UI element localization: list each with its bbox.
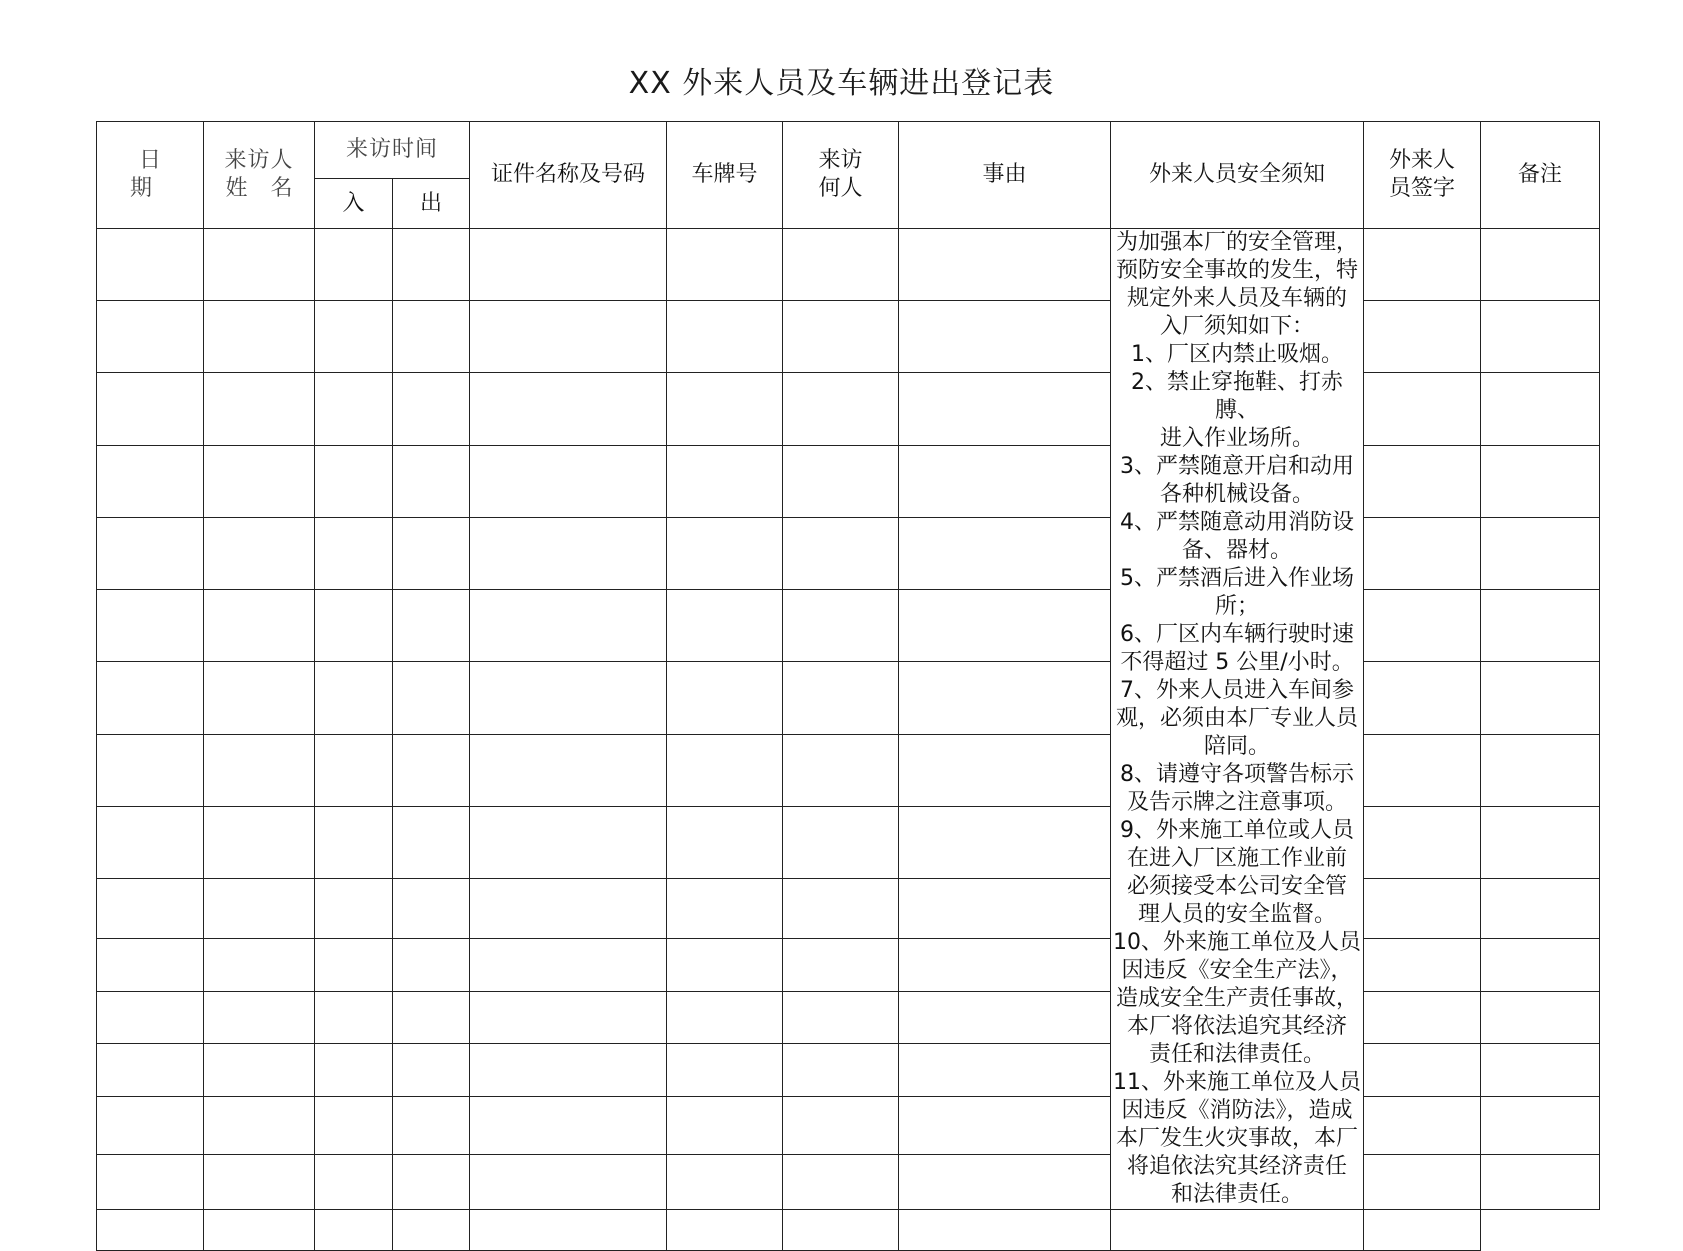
cell-reason[interactable]	[899, 373, 1111, 445]
cell-signature[interactable]	[1364, 734, 1481, 806]
cell-time-in[interactable]	[315, 373, 393, 445]
cell-time-in[interactable]	[315, 1043, 393, 1096]
table-row	[97, 938, 1600, 991]
cell-date[interactable]	[97, 1043, 204, 1096]
notice-line: 7、外来人员进入车间参	[1120, 678, 1355, 703]
cell-signature[interactable]	[1364, 229, 1481, 301]
cell-plate-number[interactable]	[667, 662, 783, 734]
cell-reason[interactable]	[899, 806, 1111, 878]
cell-time-out[interactable]	[393, 938, 470, 991]
cell-signature[interactable]	[1364, 373, 1481, 445]
table-row	[97, 734, 1600, 806]
cell-time-out[interactable]	[393, 879, 470, 939]
cell-remarks[interactable]	[1481, 806, 1600, 878]
cell-visitor-name[interactable]	[204, 1210, 315, 1251]
cell-plate-number[interactable]	[667, 1097, 783, 1155]
cell-reason[interactable]	[899, 938, 1111, 991]
notice-line: 5、严禁酒后进入作业场	[1120, 566, 1355, 591]
cell-remarks[interactable]	[1481, 229, 1600, 301]
notice-line: 和法律责任。	[1171, 1182, 1304, 1207]
notice-line: 不得超过 5 公里/小时。	[1120, 650, 1354, 675]
notice-line: 9、外来施工单位或人员	[1120, 818, 1355, 843]
cell-visitor-name[interactable]	[204, 662, 315, 734]
cell-time-out[interactable]	[393, 662, 470, 734]
cell-date[interactable]	[97, 373, 204, 445]
cell-reason[interactable]	[899, 590, 1111, 662]
cell-visitor-name[interactable]	[204, 445, 315, 517]
notice-line: 因违反《消防法》，造成	[1121, 1098, 1353, 1123]
notice-line: 进入作业场所。	[1160, 426, 1315, 451]
cell-plate-number[interactable]	[667, 517, 783, 589]
cell-time-in[interactable]	[315, 991, 393, 1043]
table-row	[97, 662, 1600, 734]
cell-host[interactable]	[783, 734, 899, 806]
notice-line: 及告示牌之注意事项。	[1127, 790, 1348, 815]
cell-plate-number[interactable]	[667, 734, 783, 806]
cell-host[interactable]	[783, 1097, 899, 1155]
cell-time-out[interactable]	[393, 373, 470, 445]
notice-line: 为加强本厂的安全管理，	[1116, 230, 1359, 255]
cell-id-document[interactable]	[470, 445, 667, 517]
cell-plate-number[interactable]	[667, 879, 783, 939]
cell-host[interactable]	[783, 938, 899, 991]
cell-reason[interactable]	[899, 1210, 1111, 1251]
cell-time-in[interactable]	[315, 517, 393, 589]
notice-line: 陪同。	[1204, 734, 1271, 759]
cell-visitor-name[interactable]	[204, 734, 315, 806]
notice-line: 4、严禁随意动用消防设	[1120, 510, 1355, 535]
table-row	[97, 590, 1600, 662]
cell-reason[interactable]	[899, 229, 1111, 301]
cell-host[interactable]	[783, 373, 899, 445]
notice-line: 理人员的安全监督。	[1138, 902, 1337, 927]
cell-reason[interactable]	[899, 1097, 1111, 1155]
cell-reason[interactable]	[899, 879, 1111, 939]
cell-reason[interactable]	[899, 445, 1111, 517]
cell-time-out[interactable]	[393, 1043, 470, 1096]
cell-plate-number[interactable]	[667, 806, 783, 878]
cell-host[interactable]	[783, 445, 899, 517]
cell-time-out[interactable]	[393, 806, 470, 878]
cell-id-document[interactable]	[470, 938, 667, 991]
cell-time-out[interactable]	[393, 445, 470, 517]
cell-remarks[interactable]	[1481, 662, 1600, 734]
cell-id-document[interactable]	[470, 1043, 667, 1096]
cell-visitor-name[interactable]	[204, 879, 315, 939]
notice-line: 所；	[1215, 594, 1260, 619]
cell-plate-number[interactable]	[667, 938, 783, 991]
header-signature-line2: 员签字	[1389, 176, 1456, 201]
cell-date[interactable]	[97, 590, 204, 662]
notice-line: 在进入厂区施工作业前	[1127, 846, 1348, 871]
notice-line: 入厂须知如下：	[1160, 314, 1315, 339]
cell-signature[interactable]	[1364, 1097, 1481, 1155]
cell-signature[interactable]	[1111, 1210, 1364, 1251]
form-title: XX 外来人员及车辆进出登记表	[628, 66, 1055, 101]
cell-date[interactable]	[97, 938, 204, 991]
cell-id-document[interactable]	[470, 590, 667, 662]
table-row	[97, 1155, 1600, 1210]
cell-host[interactable]	[783, 1043, 899, 1096]
cell-host[interactable]	[783, 806, 899, 878]
cell-signature[interactable]	[1364, 938, 1481, 991]
cell-host[interactable]	[783, 1155, 899, 1210]
cell-time-in[interactable]	[315, 301, 393, 373]
notice-line: 2、禁止穿拖鞋、打赤膊、	[1131, 370, 1344, 423]
header-remarks: 备注	[1481, 122, 1600, 229]
cell-time-in[interactable]	[315, 229, 393, 301]
cell-plate-number[interactable]	[667, 445, 783, 517]
header-date	[97, 122, 204, 229]
cell-date[interactable]	[97, 301, 204, 373]
cell-signature[interactable]	[1364, 1043, 1481, 1096]
header-visitor-name-line2: 姓 名	[225, 176, 301, 201]
table-row	[97, 445, 1600, 517]
cell-signature[interactable]	[1364, 517, 1481, 589]
cell-reason[interactable]	[899, 517, 1111, 589]
cell-date[interactable]	[97, 445, 204, 517]
cell-visitor-name[interactable]	[204, 301, 315, 373]
cell-signature[interactable]	[1364, 301, 1481, 373]
header-plate-number: 车牌号	[667, 122, 783, 229]
cell-time-in[interactable]	[315, 1210, 393, 1251]
visitor-register-table	[96, 121, 1600, 1251]
cell-reason[interactable]	[899, 301, 1111, 373]
notice-line: 将追依法究其经济责任	[1127, 1154, 1348, 1179]
notice-line: 3、严禁随意开启和动用	[1120, 454, 1355, 479]
cell-time-in[interactable]	[315, 1097, 393, 1155]
notice-line: 必须接受本公司安全管	[1127, 874, 1348, 899]
cell-plate-number[interactable]	[667, 373, 783, 445]
cell-date[interactable]	[97, 1097, 204, 1155]
cell-date[interactable]	[97, 991, 204, 1043]
table-row	[97, 1097, 1600, 1155]
cell-signature[interactable]	[1364, 445, 1481, 517]
table-row	[97, 1043, 1600, 1096]
cell-plate-number[interactable]	[667, 1155, 783, 1210]
cell-remarks[interactable]	[1481, 938, 1600, 991]
notice-line: 规定外来人员及车辆的	[1127, 286, 1348, 311]
cell-host[interactable]	[783, 301, 899, 373]
cell-visitor-name[interactable]	[204, 1043, 315, 1096]
cell-signature[interactable]	[1364, 991, 1481, 1043]
cell-id-document[interactable]	[470, 1155, 667, 1210]
cell-time-out[interactable]	[393, 301, 470, 373]
cell-remarks[interactable]	[1481, 1155, 1600, 1210]
cell-remarks[interactable]	[1364, 1210, 1481, 1251]
cell-time-out[interactable]	[393, 229, 470, 301]
cell-time-out[interactable]	[393, 1210, 470, 1251]
cell-id-document[interactable]	[470, 1097, 667, 1155]
notice-line: 8、请遵守各项警告标示	[1120, 762, 1355, 787]
header-visitor-name	[204, 122, 315, 229]
table-row	[97, 517, 1600, 589]
cell-remarks[interactable]	[1481, 590, 1600, 662]
header-signature-line1: 外来人	[1389, 148, 1456, 173]
cell-time-in[interactable]	[315, 879, 393, 939]
cell-plate-number[interactable]	[667, 590, 783, 662]
table-row	[97, 373, 1600, 445]
cell-id-document[interactable]	[470, 991, 667, 1043]
cell-id-document[interactable]	[470, 806, 667, 878]
notice-line: 本厂发生火灾事故，本厂	[1116, 1126, 1359, 1151]
cell-visitor-name[interactable]	[204, 806, 315, 878]
cell-reason[interactable]	[899, 734, 1111, 806]
cell-time-out[interactable]	[393, 734, 470, 806]
cell-host[interactable]	[783, 1210, 899, 1251]
cell-remarks[interactable]	[1481, 301, 1600, 373]
notice-line: 6、厂区内车辆行驶时速	[1120, 622, 1355, 647]
cell-id-document[interactable]	[470, 879, 667, 939]
cell-time-out[interactable]	[393, 991, 470, 1043]
safety-notice-text	[1111, 229, 1364, 1210]
cell-id-document[interactable]	[470, 229, 667, 301]
header-visit-time: 来访时间	[315, 122, 470, 179]
header-time-out: 出	[393, 179, 470, 229]
cell-visitor-name[interactable]	[204, 590, 315, 662]
cell-plate-number[interactable]	[667, 1043, 783, 1096]
cell-time-out[interactable]	[393, 590, 470, 662]
cell-remarks[interactable]	[1481, 991, 1600, 1043]
cell-visitor-name[interactable]	[204, 1097, 315, 1155]
header-host	[783, 122, 899, 229]
cell-host[interactable]	[783, 590, 899, 662]
cell-plate-number[interactable]	[667, 301, 783, 373]
cell-reason[interactable]	[899, 1043, 1111, 1096]
notice-line: 责任和法律责任。	[1149, 1042, 1326, 1067]
notice-line: 观，必须由本厂专业人员	[1116, 706, 1359, 731]
cell-time-out[interactable]	[393, 517, 470, 589]
cell-time-in[interactable]	[315, 938, 393, 991]
cell-visitor-name[interactable]	[204, 991, 315, 1043]
cell-remarks[interactable]	[1481, 517, 1600, 589]
notice-line: 备、器材。	[1182, 538, 1293, 563]
cell-time-in[interactable]	[315, 734, 393, 806]
cell-host[interactable]	[783, 229, 899, 301]
header-reason: 事由	[899, 122, 1111, 229]
cell-signature[interactable]	[1364, 590, 1481, 662]
cell-remarks[interactable]	[1481, 1097, 1600, 1155]
header-signature	[1364, 122, 1481, 229]
cell-date[interactable]	[97, 806, 204, 878]
cell-plate-number[interactable]	[667, 229, 783, 301]
cell-time-in[interactable]	[315, 445, 393, 517]
notice-line: 11、外来施工单位及人员	[1113, 1070, 1362, 1095]
table-row	[97, 301, 1600, 373]
cell-remarks[interactable]	[1481, 734, 1600, 806]
table-header	[97, 122, 1600, 229]
cell-host[interactable]	[783, 991, 899, 1043]
cell-reason[interactable]	[899, 991, 1111, 1043]
header-time-in: 入	[315, 179, 393, 229]
cell-plate-number[interactable]	[667, 1210, 783, 1251]
cell-time-in[interactable]	[315, 1155, 393, 1210]
cell-id-document[interactable]	[470, 1210, 667, 1251]
cell-id-document[interactable]	[470, 734, 667, 806]
cell-visitor-name[interactable]	[204, 517, 315, 589]
header-visitor-name-line1: 来访人	[224, 148, 294, 173]
cell-time-in[interactable]	[315, 806, 393, 878]
cell-signature[interactable]	[1364, 806, 1481, 878]
cell-time-out[interactable]	[393, 1097, 470, 1155]
cell-host[interactable]	[783, 662, 899, 734]
cell-id-document[interactable]	[470, 662, 667, 734]
cell-remarks[interactable]	[1481, 879, 1600, 939]
cell-remarks[interactable]	[1481, 373, 1600, 445]
header-host-line2: 何人	[818, 176, 863, 201]
header-id-document: 证件名称及号码	[470, 122, 667, 229]
cell-remarks[interactable]	[1481, 1043, 1600, 1096]
cell-date[interactable]	[97, 879, 204, 939]
table-body	[97, 229, 1600, 1251]
notice-line: 1、厂区内禁止吸烟。	[1131, 342, 1344, 367]
header-safety-notice: 外来人员安全须知	[1111, 122, 1364, 229]
header-host-line1: 来访	[818, 148, 863, 173]
cell-reason[interactable]	[899, 1155, 1111, 1210]
cell-id-document[interactable]	[470, 301, 667, 373]
cell-visitor-name[interactable]	[204, 1155, 315, 1210]
cell-id-document[interactable]	[470, 373, 667, 445]
cell-visitor-name[interactable]	[204, 229, 315, 301]
cell-time-in[interactable]	[315, 590, 393, 662]
table-row	[97, 991, 1600, 1043]
notice-line: 造成安全生产责任事故，	[1116, 986, 1359, 1011]
cell-host[interactable]	[783, 879, 899, 939]
table-row	[97, 879, 1600, 939]
notice-line: 预防安全事故的发生，特	[1116, 258, 1359, 283]
table-row	[97, 229, 1600, 301]
header-date-label: 日 期	[129, 148, 179, 201]
notice-line: 各种机械设备。	[1160, 482, 1315, 507]
cell-signature[interactable]	[1364, 662, 1481, 734]
cell-plate-number[interactable]	[667, 991, 783, 1043]
cell-reason[interactable]	[899, 662, 1111, 734]
cell-date[interactable]	[97, 1155, 204, 1210]
cell-date[interactable]	[97, 1210, 204, 1251]
notice-line: 10、外来施工单位及人员	[1113, 930, 1362, 955]
table-row	[97, 806, 1600, 878]
cell-date[interactable]	[97, 734, 204, 806]
cell-visitor-name[interactable]	[204, 938, 315, 991]
cell-signature[interactable]	[1364, 879, 1481, 939]
cell-time-in[interactable]	[315, 662, 393, 734]
cell-host[interactable]	[783, 517, 899, 589]
cell-remarks[interactable]	[1481, 445, 1600, 517]
cell-visitor-name[interactable]	[204, 373, 315, 445]
cell-date[interactable]	[97, 662, 204, 734]
notice-line: 本厂将依法追究其经济	[1127, 1014, 1348, 1039]
cell-signature[interactable]	[1364, 1155, 1481, 1210]
cell-date[interactable]	[97, 517, 204, 589]
notice-line: 因违反《安全生产法》，	[1121, 958, 1353, 983]
table-row	[97, 1210, 1600, 1251]
cell-time-out[interactable]	[393, 1155, 470, 1210]
cell-date[interactable]	[97, 229, 204, 301]
cell-id-document[interactable]	[470, 517, 667, 589]
